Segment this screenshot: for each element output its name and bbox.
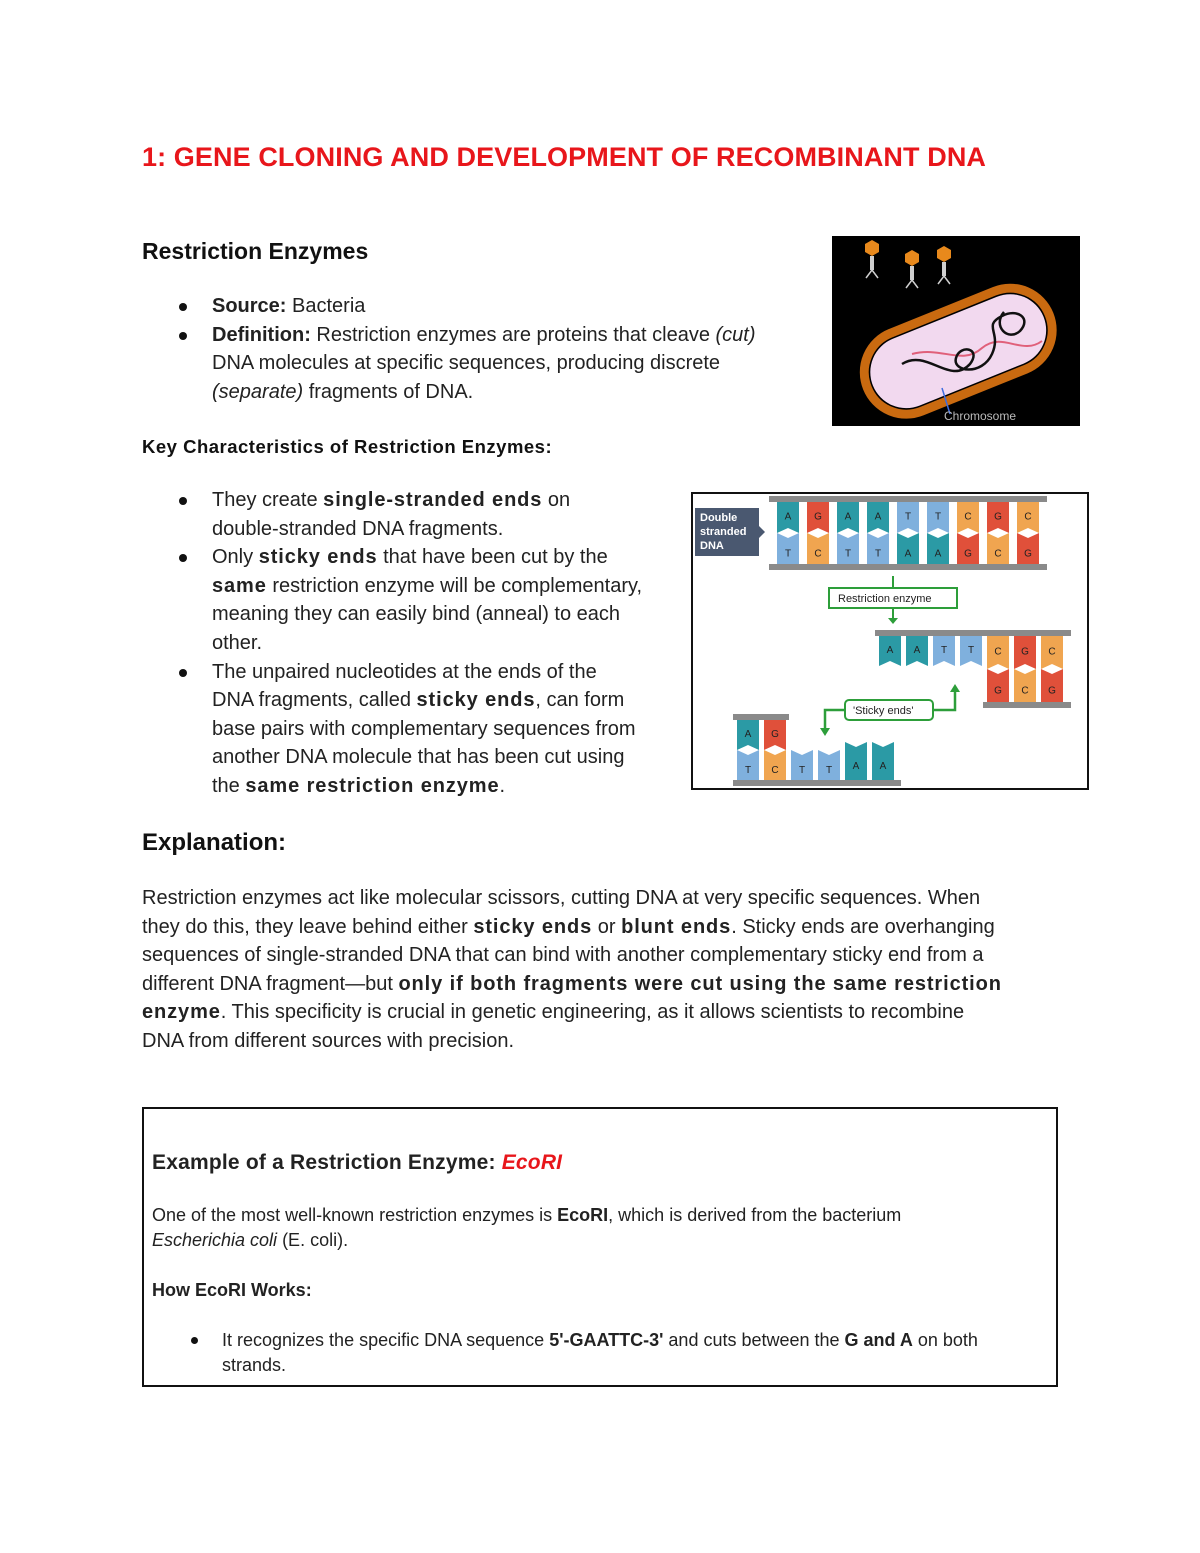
bullet-icon bbox=[179, 497, 187, 505]
sticky-arrow-left bbox=[825, 710, 845, 730]
svg-text:G: G bbox=[1048, 685, 1056, 697]
svg-text:C: C bbox=[771, 765, 779, 776]
restriction-enzymes-list bbox=[142, 292, 822, 406]
left-bottom-base bbox=[764, 750, 786, 780]
svg-text:A: A bbox=[913, 645, 921, 656]
list-item: Only sticky ends that have been cut by the same restriction enzyme will be complementary, meaning they can easily bind (anneal) to each other. bbox=[142, 543, 682, 657]
key-characteristics-heading: Key Characteristics of Restriction Enzymes: bbox=[142, 436, 553, 457]
ecori-bullet: It recognizes the specific DNA sequence 5'-GAATTC-3' and cuts between the G and A on both strands. bbox=[152, 1328, 1052, 1378]
full-top-base bbox=[897, 502, 919, 533]
svg-text:A: A bbox=[874, 511, 882, 523]
list-item: Definition: Restriction enzymes are proteins that cleave (cut) DNA molecules at specific sequences, producing discrete (separate) fragments of DNA. bbox=[142, 321, 822, 407]
sticky-arrow-right-head bbox=[950, 684, 960, 692]
sticky-arrow-left-head bbox=[820, 728, 830, 736]
bullet-icon bbox=[179, 669, 187, 677]
full-bottom-base bbox=[807, 533, 829, 564]
full-bottom-base bbox=[777, 533, 799, 564]
full-bottom-base bbox=[927, 533, 949, 564]
full-top-base bbox=[957, 502, 979, 533]
svg-text:C: C bbox=[1048, 646, 1056, 658]
enzyme-arrow-head bbox=[888, 618, 898, 624]
label-double: Double bbox=[700, 512, 738, 524]
svg-text:T: T bbox=[934, 511, 942, 523]
svg-text:T: T bbox=[940, 645, 948, 656]
bullet-icon bbox=[179, 554, 187, 562]
svg-text:C: C bbox=[1024, 511, 1032, 523]
right-top-base bbox=[960, 636, 982, 666]
full-bottom-base bbox=[987, 533, 1009, 564]
phage-icon bbox=[905, 250, 919, 288]
svg-text:A: A bbox=[886, 645, 894, 656]
full-top-base bbox=[1017, 502, 1039, 533]
left-bottom-base bbox=[872, 742, 894, 780]
full-top-base bbox=[837, 502, 859, 533]
sticky-arrow-right bbox=[933, 690, 955, 710]
left-bottom-base bbox=[737, 750, 759, 780]
characteristics-list bbox=[142, 486, 682, 801]
list-item: The unpaired nucleotides at the ends of the DNA fragments, called sticky ends, can form base pairs with complementary sequences from another DNA molecule that has been cut using the same restriction enzyme. bbox=[142, 658, 682, 801]
full-top-base bbox=[807, 502, 829, 533]
svg-text:G: G bbox=[994, 685, 1002, 697]
svg-text:A: A bbox=[844, 511, 852, 523]
svg-text:T: T bbox=[967, 645, 975, 656]
left-fragment-bases bbox=[737, 720, 894, 780]
bottom-backbone bbox=[769, 564, 1047, 570]
svg-text:G: G bbox=[814, 511, 822, 523]
svg-text:T: T bbox=[798, 765, 806, 776]
bullet-icon bbox=[191, 1337, 198, 1344]
right-top-base bbox=[933, 636, 955, 666]
svg-text:A: A bbox=[879, 761, 887, 772]
svg-text:G: G bbox=[771, 729, 779, 740]
svg-text:G: G bbox=[1024, 548, 1032, 560]
explanation-paragraph: Restriction enzymes act like molecular scissors, cutting DNA at very specific sequences. When they do this, they leave behind either sticky ends or blunt ends. Sticky ends are overhanging sequences of single-stranded DNA that can bind with another complementary sticky end from a different DNA fragment—but only if both fragments were cut using the same restriction enzyme. This specificity is crucial in genetic engineering, as it allows scientists to recombine DNA from different sources with precision. bbox=[142, 887, 1002, 1052]
svg-text:G: G bbox=[1021, 646, 1029, 658]
dna-diagram-svg bbox=[693, 494, 1087, 788]
left-bottom-base bbox=[845, 742, 867, 780]
left-top-base bbox=[737, 720, 759, 750]
svg-text:C: C bbox=[994, 646, 1002, 658]
left-top-backbone bbox=[733, 714, 789, 720]
full-bottom-base bbox=[867, 533, 889, 564]
svg-text:T: T bbox=[844, 548, 852, 560]
full-top-base bbox=[987, 502, 1009, 533]
right-top-base bbox=[906, 636, 928, 666]
phage-icon bbox=[865, 240, 879, 278]
sticky-ends-label: 'Sticky ends' bbox=[853, 705, 914, 717]
right-top-base bbox=[1041, 636, 1063, 669]
right-top-backbone bbox=[875, 630, 1071, 636]
left-bottom-base bbox=[791, 750, 813, 780]
bacterium-image bbox=[832, 236, 1080, 426]
phage-icon bbox=[937, 246, 951, 284]
chromosome-label: Chromosome bbox=[944, 409, 1017, 423]
svg-text:T: T bbox=[744, 765, 752, 776]
full-bottom-base bbox=[897, 533, 919, 564]
svg-text:G: G bbox=[994, 511, 1002, 523]
svg-text:T: T bbox=[904, 511, 912, 523]
right-top-base bbox=[987, 636, 1009, 669]
svg-text:C: C bbox=[994, 548, 1002, 560]
full-top-base bbox=[927, 502, 949, 533]
left-bottom-backbone bbox=[733, 780, 901, 786]
bullet-icon bbox=[179, 332, 187, 340]
list-item: They create single-stranded ends on double-stranded DNA fragments. bbox=[142, 486, 682, 543]
label-dna: DNA bbox=[700, 540, 724, 552]
left-top-base bbox=[764, 720, 786, 750]
svg-text:C: C bbox=[814, 548, 822, 560]
full-top-base bbox=[777, 502, 799, 533]
svg-text:T: T bbox=[825, 765, 833, 776]
svg-text:A: A bbox=[934, 548, 942, 560]
svg-text:A: A bbox=[784, 511, 792, 523]
right-bottom-base bbox=[1014, 669, 1036, 702]
restriction-enzyme-diagram bbox=[691, 492, 1089, 790]
svg-text:C: C bbox=[964, 511, 972, 523]
svg-text:T: T bbox=[784, 548, 792, 560]
right-top-base bbox=[1014, 636, 1036, 669]
full-bottom-base bbox=[1017, 533, 1039, 564]
svg-text:A: A bbox=[744, 729, 752, 740]
svg-text:A: A bbox=[852, 761, 860, 772]
svg-text:G: G bbox=[964, 548, 972, 560]
explanation-heading: Explanation: bbox=[142, 829, 287, 856]
bullet-icon bbox=[179, 303, 187, 311]
svg-text:A: A bbox=[904, 548, 912, 560]
top-backbone bbox=[769, 496, 1047, 502]
label-stranded: stranded bbox=[700, 526, 747, 538]
label-pointer bbox=[759, 526, 765, 538]
full-top-base bbox=[867, 502, 889, 533]
page-title: 1: GENE CLONING AND DEVELOPMENT OF RECOMBINANT DNA bbox=[142, 142, 987, 172]
full-bottom-base bbox=[957, 533, 979, 564]
bacterium-illustration bbox=[832, 236, 1080, 426]
right-top-base bbox=[879, 636, 901, 666]
full-strand-bases bbox=[777, 502, 1039, 564]
svg-text:C: C bbox=[1021, 685, 1029, 697]
ecori-example-box bbox=[142, 1107, 1058, 1387]
svg-text:T: T bbox=[874, 548, 882, 560]
how-ecori-works-heading: How EcoRI Works: bbox=[152, 1280, 312, 1300]
full-bottom-base bbox=[837, 533, 859, 564]
right-bottom-base bbox=[987, 669, 1009, 702]
right-bottom-base bbox=[1041, 669, 1063, 702]
left-bottom-base bbox=[818, 750, 840, 780]
right-bottom-backbone bbox=[983, 702, 1071, 708]
example-paragraph: One of the most well-known restriction enzymes is EcoRI, which is derived from the bacterium Escherichia coli (E. coli). bbox=[152, 1205, 902, 1250]
example-heading: Example of a Restriction Enzyme: EcoRI bbox=[152, 1151, 563, 1174]
restriction-enzymes-heading: Restriction Enzymes bbox=[142, 238, 369, 264]
right-fragment-bases bbox=[879, 636, 1063, 702]
enzyme-label: Restriction enzyme bbox=[838, 593, 932, 605]
list-item: Source: Bacteria bbox=[142, 292, 822, 321]
